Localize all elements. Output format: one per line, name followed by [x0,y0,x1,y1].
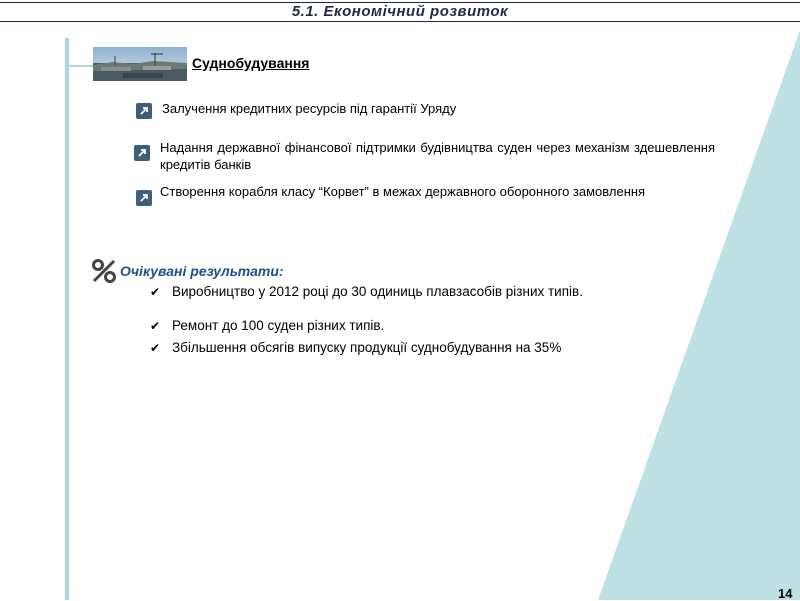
arrow-icon [136,190,152,206]
bullet-item: Залучення кредитних ресурсів під гарантії Уряду [162,101,457,116]
arrow-icon [134,145,150,161]
arrow-icon [136,103,152,119]
check-icon: ✔ [150,285,161,299]
result-item: Виробництво у 2012 році до 30 одиниць плавзасобів різних типів. [172,284,583,299]
page-title: 5.1. Економічний розвиток [291,3,509,20]
header-bottom-line [0,21,800,22]
bullet-item: Надання державної фінансової підтримки будівництва суден через механізм здешевлення кредитів банків [160,140,715,172]
shipyard-photo [93,47,187,81]
page-number: 14 [778,586,793,601]
section-title: Суднобудування [192,55,310,71]
thumb-connector [69,65,93,67]
check-icon: ✔ [150,319,161,333]
bullet-item: Створення корабля класу “Корвет” в межах державного оборонного замовлення [160,184,646,199]
percent-icon [90,258,118,284]
result-item: Збільшення обсягів випуску продукції суднобудування на 35% [172,340,562,355]
result-item: Ремонт до 100 суден різних типів. [172,318,385,333]
results-title: Очікувані результати: [120,263,284,279]
left-accent-bar [65,38,69,600]
check-icon: ✔ [150,341,161,355]
header [0,0,800,22]
